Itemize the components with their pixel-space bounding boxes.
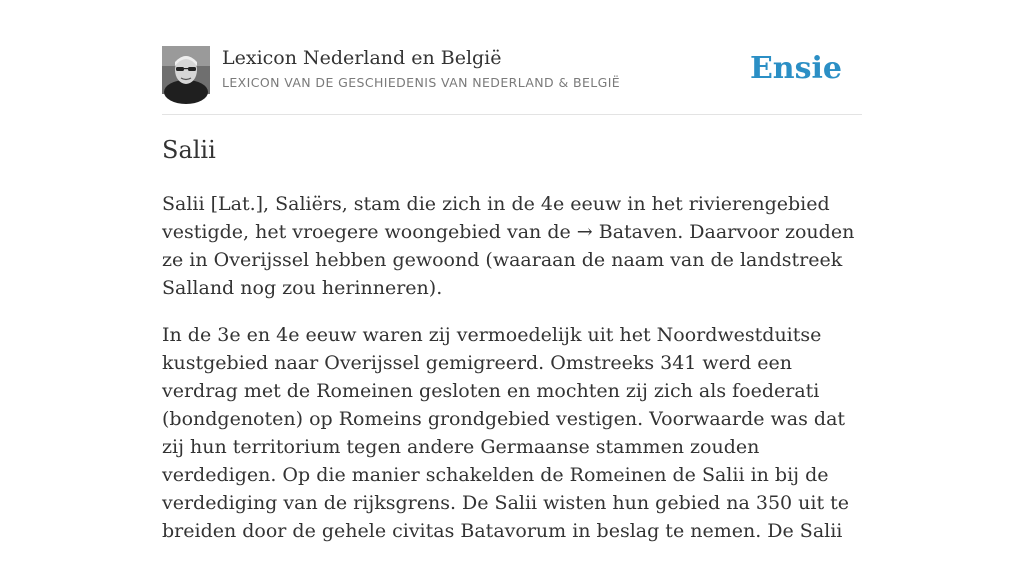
article-body <box>162 190 862 564</box>
publication-title[interactable]: Lexicon Nederland en België <box>222 47 502 69</box>
author-avatar-icon[interactable] <box>162 46 210 94</box>
publication-subtitle: LEXICON VAN DE GESCHIEDENIS VAN NEDERLAND & BELGIË <box>222 75 621 90</box>
publication-header <box>162 46 862 115</box>
article-paragraph: Salii [Lat.], Saliërs, stam die zich in de 4e eeuw in het rivierengebied vestigde, het vroegere woongebied van de → Bataven. Daarvoor zouden ze in Overijssel hebben gewoond (waaraan de naam van de landstreek Salland nog zou herinneren). <box>162 193 855 299</box>
brand-logo[interactable]: Ensie <box>749 51 842 86</box>
page-title: Salii <box>162 136 216 164</box>
article-paragraph: In de 3e en 4e eeuw waren zij vermoedelijk uit het Noordwestduitse kustgebied naar Overijssel gemigreerd. Omstreeks 341 werd een verdrag met de Romeinen gesloten en mochten zij zich als foederati (bondgenoten) op Romeins grondgebied vestigen. Voorwaarde was dat zij hun territorium tegen andere Germaanse stammen zouden verdedigen. Op die manier schakelden de Romeinen de Salii in bij de verdediging van de rijksgrens. De Salii wisten hun gebied na 350 uit te breiden door de gehele civitas Batavorum in beslag te nemen. De Salii <box>162 324 850 542</box>
